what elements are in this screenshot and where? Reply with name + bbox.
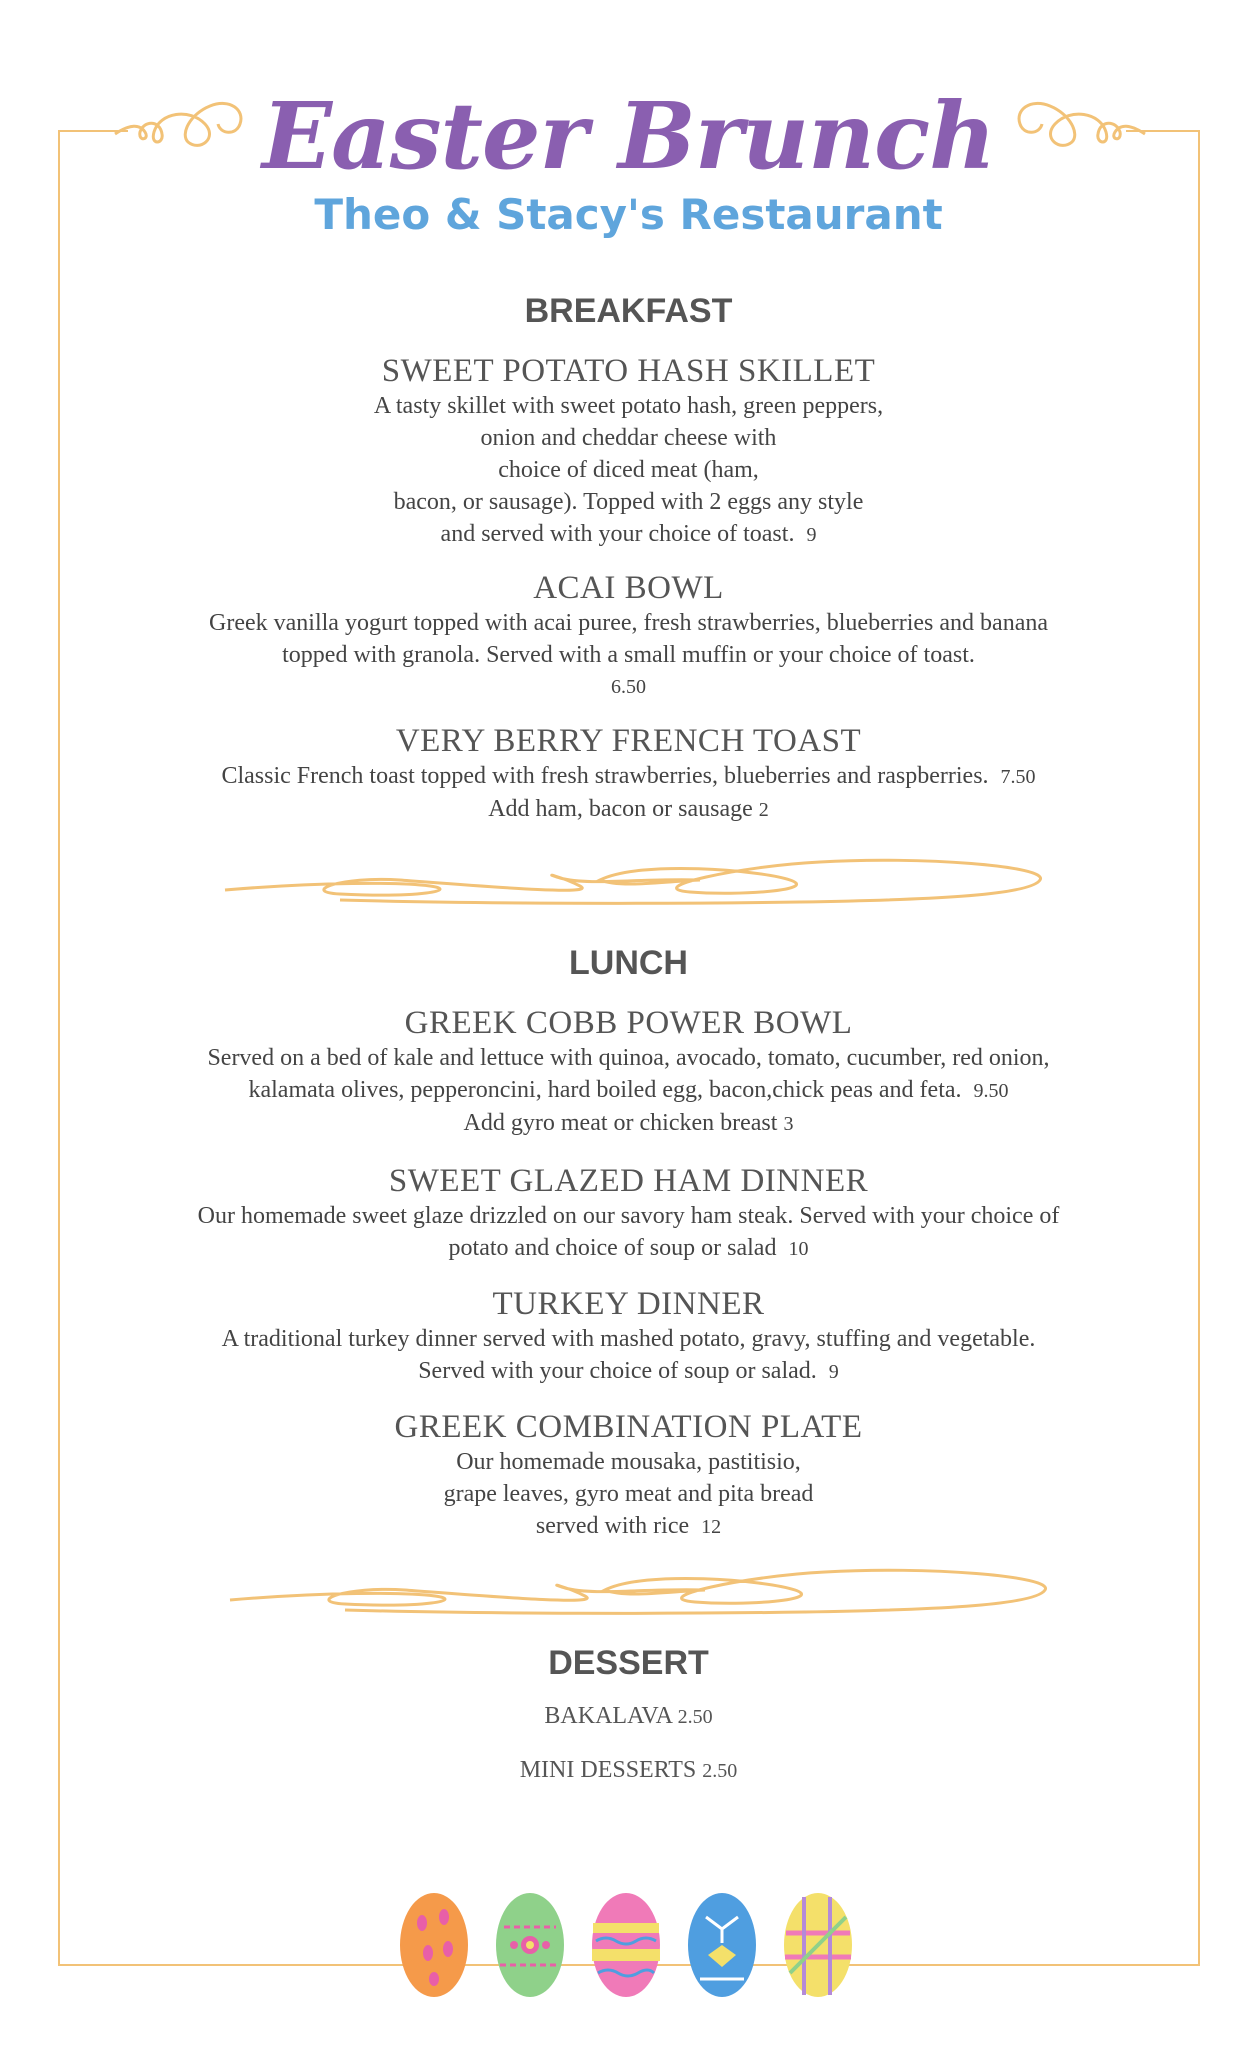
easter-eggs-decoration	[398, 1883, 858, 2003]
item-desc-line-with-price	[0, 1107, 1257, 1140]
section-heading-lunch: LUNCH	[569, 944, 688, 982]
item-name: ACAI BOWL	[533, 570, 724, 606]
menu-item	[0, 1408, 1257, 1543]
restaurant-name: Theo & Stacy's Restaurant	[314, 190, 943, 239]
item-name: TURKEY DINNER	[492, 1286, 765, 1322]
item-desc-line: topped with granola. Served with a small muffin or your choice of toast.	[282, 642, 975, 668]
easter-egg-green-icon	[496, 1893, 564, 1997]
section-divider-icon	[220, 840, 1050, 920]
item-desc-line: Our homemade sweet glaze drizzled on our savory ham steak. Served with your choice of	[197, 1203, 1060, 1229]
easter-egg-blue-icon	[688, 1893, 756, 1997]
dessert-item	[0, 1703, 1257, 1730]
easter-egg-pink-icon	[592, 1893, 660, 1997]
item-desc-line: grape leaves, gyro meat and pita bread	[443, 1481, 814, 1507]
item-desc-line-with-price	[0, 1232, 1257, 1265]
item-price: 12	[701, 1516, 722, 1538]
item-name: BAKALAVA	[544, 1703, 672, 1729]
item-price: 9	[828, 1361, 839, 1383]
dessert-item	[0, 1757, 1257, 1784]
item-desc-line: Served on a bed of kale and lettuce with quinoa, avocado, tomato, cucumber, red onion,	[207, 1045, 1050, 1071]
item-desc-line: Our homemade mousaka, pastitisio,	[456, 1449, 801, 1475]
item-desc-line: Add ham, bacon or sausage	[488, 796, 753, 822]
item-name: GREEK COBB POWER BOWL	[404, 1005, 853, 1041]
item-desc-line: A traditional turkey dinner served with mashed potato, gravy, stuffing and vegetable.	[221, 1326, 1036, 1352]
item-desc-line: onion and cheddar cheese with	[480, 425, 777, 451]
menu-item	[0, 352, 1257, 551]
item-desc-line: Greek vanilla yogurt topped with acai puree, fresh strawberries, blueberries and banana	[209, 610, 1048, 636]
easter-egg-orange-icon	[400, 1893, 468, 1997]
item-desc-line-with-price	[0, 1355, 1257, 1388]
item-name: GREEK COMBINATION PLATE	[394, 1409, 863, 1445]
item-desc-line: choice of diced meat (ham,	[498, 457, 759, 483]
item-desc-line: kalamata olives, pepperoncini, hard boiled egg, bacon,chick peas and feta.	[248, 1077, 962, 1103]
menu-title: Easter Brunch	[262, 82, 995, 190]
item-desc-line: Classic French toast topped with fresh strawberries, blueberries and raspberries.	[221, 763, 989, 789]
item-price: 7.50	[1000, 766, 1036, 788]
item-price: 6.50	[611, 676, 646, 698]
item-price: 9	[806, 524, 817, 546]
menu-item	[0, 569, 1257, 703]
item-desc-line: Add gyro meat or chicken breast	[463, 1110, 778, 1136]
item-name: MINI DESSERTS	[519, 1757, 697, 1783]
section-heading-breakfast: BREAKFAST	[524, 292, 733, 330]
item-desc-line-with-price	[0, 793, 1257, 826]
item-name: SWEET POTATO HASH SKILLET	[381, 353, 876, 389]
menu-item	[0, 1285, 1257, 1388]
item-desc-line: and served with your choice of toast.	[440, 521, 795, 547]
item-price: 2.50	[702, 1760, 738, 1782]
section-heading-dessert: DESSERT	[548, 1644, 709, 1682]
menu-item	[0, 1004, 1257, 1140]
item-price: 9.50	[973, 1080, 1009, 1102]
item-desc-line-with-price	[0, 1074, 1257, 1107]
item-name: VERY BERRY FRENCH TOAST	[395, 723, 862, 759]
item-price: 10	[788, 1238, 809, 1260]
item-desc-line-with-price	[0, 1510, 1257, 1543]
item-desc-line: served with rice	[535, 1513, 690, 1539]
item-desc-line: A tasty skillet with sweet potato hash, green peppers,	[373, 393, 884, 419]
menu-item	[0, 722, 1257, 826]
item-name: SWEET GLAZED HAM DINNER	[388, 1163, 869, 1199]
item-desc-line: potato and choice of soup or salad	[448, 1235, 777, 1261]
item-desc-line-with-price	[0, 760, 1257, 793]
item-desc-line: bacon, or sausage). Topped with 2 eggs any style	[393, 489, 864, 515]
addon-price: 2	[758, 799, 769, 821]
item-desc-line: Served with your choice of soup or salad.	[418, 1358, 817, 1384]
item-desc-line-with-price	[0, 518, 1257, 551]
section-divider-icon	[220, 1550, 1060, 1630]
addon-price: 3	[783, 1113, 794, 1135]
easter-egg-yellow-icon	[784, 1893, 852, 1997]
item-price: 2.50	[677, 1706, 713, 1728]
menu-item	[0, 1162, 1257, 1265]
